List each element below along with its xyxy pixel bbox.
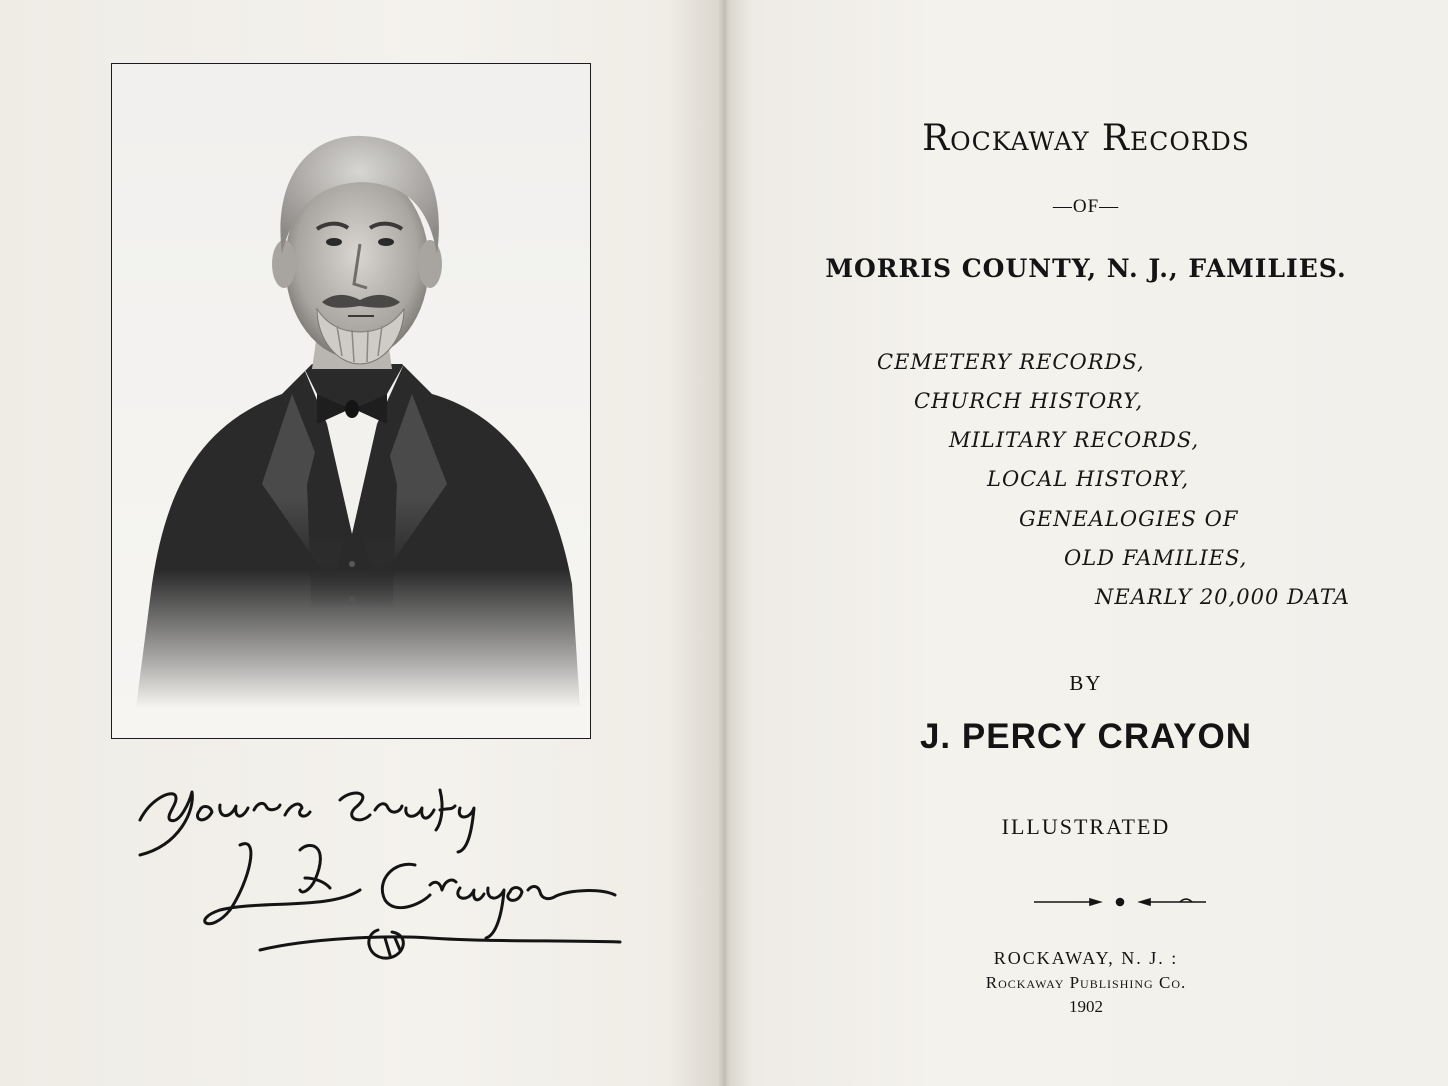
book-title: Rockaway Records	[922, 118, 1250, 159]
ornament-divider	[1030, 892, 1210, 912]
of-line: —OF—	[1052, 196, 1120, 217]
publication-year: 1902	[1069, 997, 1103, 1016]
portrait-image	[112, 64, 590, 738]
book-subtitle: MORRIS COUNTY, N. J., FAMILIES.	[825, 254, 1347, 283]
right-page	[724, 0, 1448, 1086]
illustrated-label: ILLUSTRATED	[1001, 814, 1171, 839]
publisher-name: Rockaway Publishing Co.	[985, 973, 1187, 992]
signature-image	[130, 770, 640, 980]
subject-line: GENEALOGIES OF	[1019, 507, 1239, 531]
subject-line: OLD FAMILIES,	[1064, 546, 1248, 570]
subject-line: MILITARY RECORDS,	[949, 428, 1200, 452]
subject-line: LOCAL HISTORY,	[987, 467, 1190, 491]
publication-place: ROCKAWAY, N. J. :	[993, 948, 1179, 968]
author-name: J. PERCY CRAYON	[919, 717, 1253, 756]
subject-line: CEMETERY RECORDS,	[877, 350, 1145, 374]
portrait-frame	[111, 63, 591, 739]
subject-line: NEARLY 20,000 DATA	[1095, 585, 1350, 609]
subject-line: CHURCH HISTORY,	[914, 389, 1144, 413]
by-line: BY	[1069, 671, 1103, 695]
